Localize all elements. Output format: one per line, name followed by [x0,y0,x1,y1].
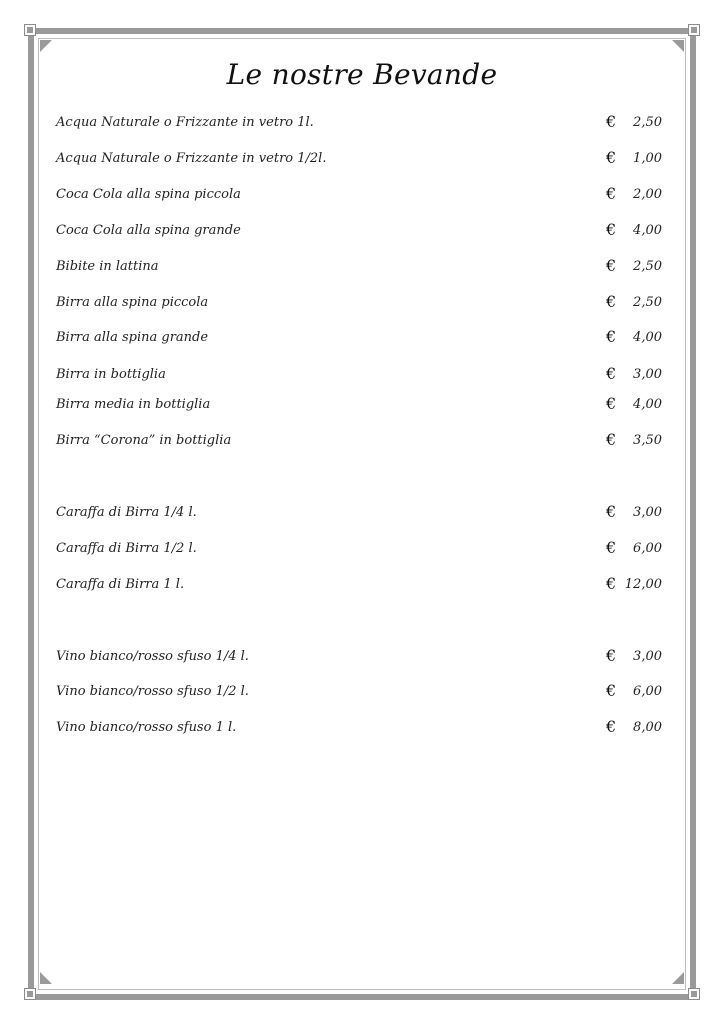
item-price: 3,00 [633,649,662,664]
frame-corner-ornament [688,988,700,1000]
item-name: Bibite in lattina [56,259,159,274]
item-price: 3,00 [633,367,662,382]
item-name: Birra media in bottiglia [56,397,211,412]
item-price: 3,00 [633,505,662,520]
item-price: 4,00 [633,330,662,345]
item-name: Birra “Corona” in bottiglia [56,433,232,448]
menu-item [56,681,670,703]
item-price: 1,00 [633,151,662,166]
euro-symbol: € [606,394,617,413]
euro-symbol: € [606,717,617,736]
euro-symbol: € [606,646,617,665]
item-name: Birra alla spina piccola [56,295,209,310]
item-name: Coca Cola alla spina grande [56,223,241,238]
menu-item [56,112,670,134]
page-title: Le nostre Bevande [226,58,498,91]
euro-symbol: € [606,327,617,346]
item-name: Birra alla spina grande [56,330,209,345]
item-price: 12,00 [624,577,662,592]
euro-symbol: € [606,292,617,311]
menu-item [56,148,670,170]
menu-item [56,364,670,386]
item-name: Birra in bottiglia [56,367,166,382]
item-price: 3,50 [633,433,662,448]
frame-corner-ornament [24,24,36,36]
item-name: Vino bianco/rosso sfuso 1/4 l. [56,649,249,664]
euro-symbol: € [606,502,617,521]
menu-item [56,717,670,739]
menu-item [56,256,670,278]
menu-item [56,394,670,416]
item-name: Vino bianco/rosso sfuso 1/2 l. [56,684,249,699]
euro-symbol: € [606,538,617,557]
euro-symbol: € [606,256,617,275]
euro-symbol: € [606,220,617,239]
frame-corner-ornament [24,988,36,1000]
frame-corner-triangle [40,972,52,984]
item-price: 2,00 [633,187,662,202]
menu-item [56,184,670,206]
euro-symbol: € [606,184,617,203]
item-price: 6,00 [633,541,662,556]
euro-symbol: € [606,574,617,593]
item-price: 4,00 [633,223,662,238]
item-name: Caraffa di Birra 1/2 l. [56,541,197,556]
euro-symbol: € [606,148,617,167]
frame-corner-triangle [672,972,684,984]
item-price: 2,50 [633,115,662,130]
frame-corner-triangle [40,40,52,52]
item-name: Coca Cola alla spina piccola [56,187,241,202]
euro-symbol: € [606,681,617,700]
menu-item [56,574,670,596]
menu-item [56,538,670,560]
euro-symbol: € [606,430,617,449]
euro-symbol: € [606,364,617,383]
item-name: Caraffa di Birra 1/4 l. [56,505,197,520]
euro-symbol: € [606,112,617,131]
item-price: 2,50 [633,295,662,310]
menu-item [56,292,670,314]
item-price: 8,00 [633,720,662,735]
menu-item [56,646,670,668]
menu-item [56,327,670,349]
item-price: 4,00 [633,397,662,412]
menu-item [56,430,670,452]
item-price: 6,00 [633,684,662,699]
item-name: Vino bianco/rosso sfuso 1 l. [56,720,237,735]
item-name: Caraffa di Birra 1 l. [56,577,185,592]
item-name: Acqua Naturale o Frizzante in vetro 1l. [56,115,314,130]
menu-item [56,502,670,524]
menu-item [56,220,670,242]
frame-corner-ornament [688,24,700,36]
item-name: Acqua Naturale o Frizzante in vetro 1/2l. [56,151,327,166]
item-price: 2,50 [633,259,662,274]
frame-corner-triangle [672,40,684,52]
